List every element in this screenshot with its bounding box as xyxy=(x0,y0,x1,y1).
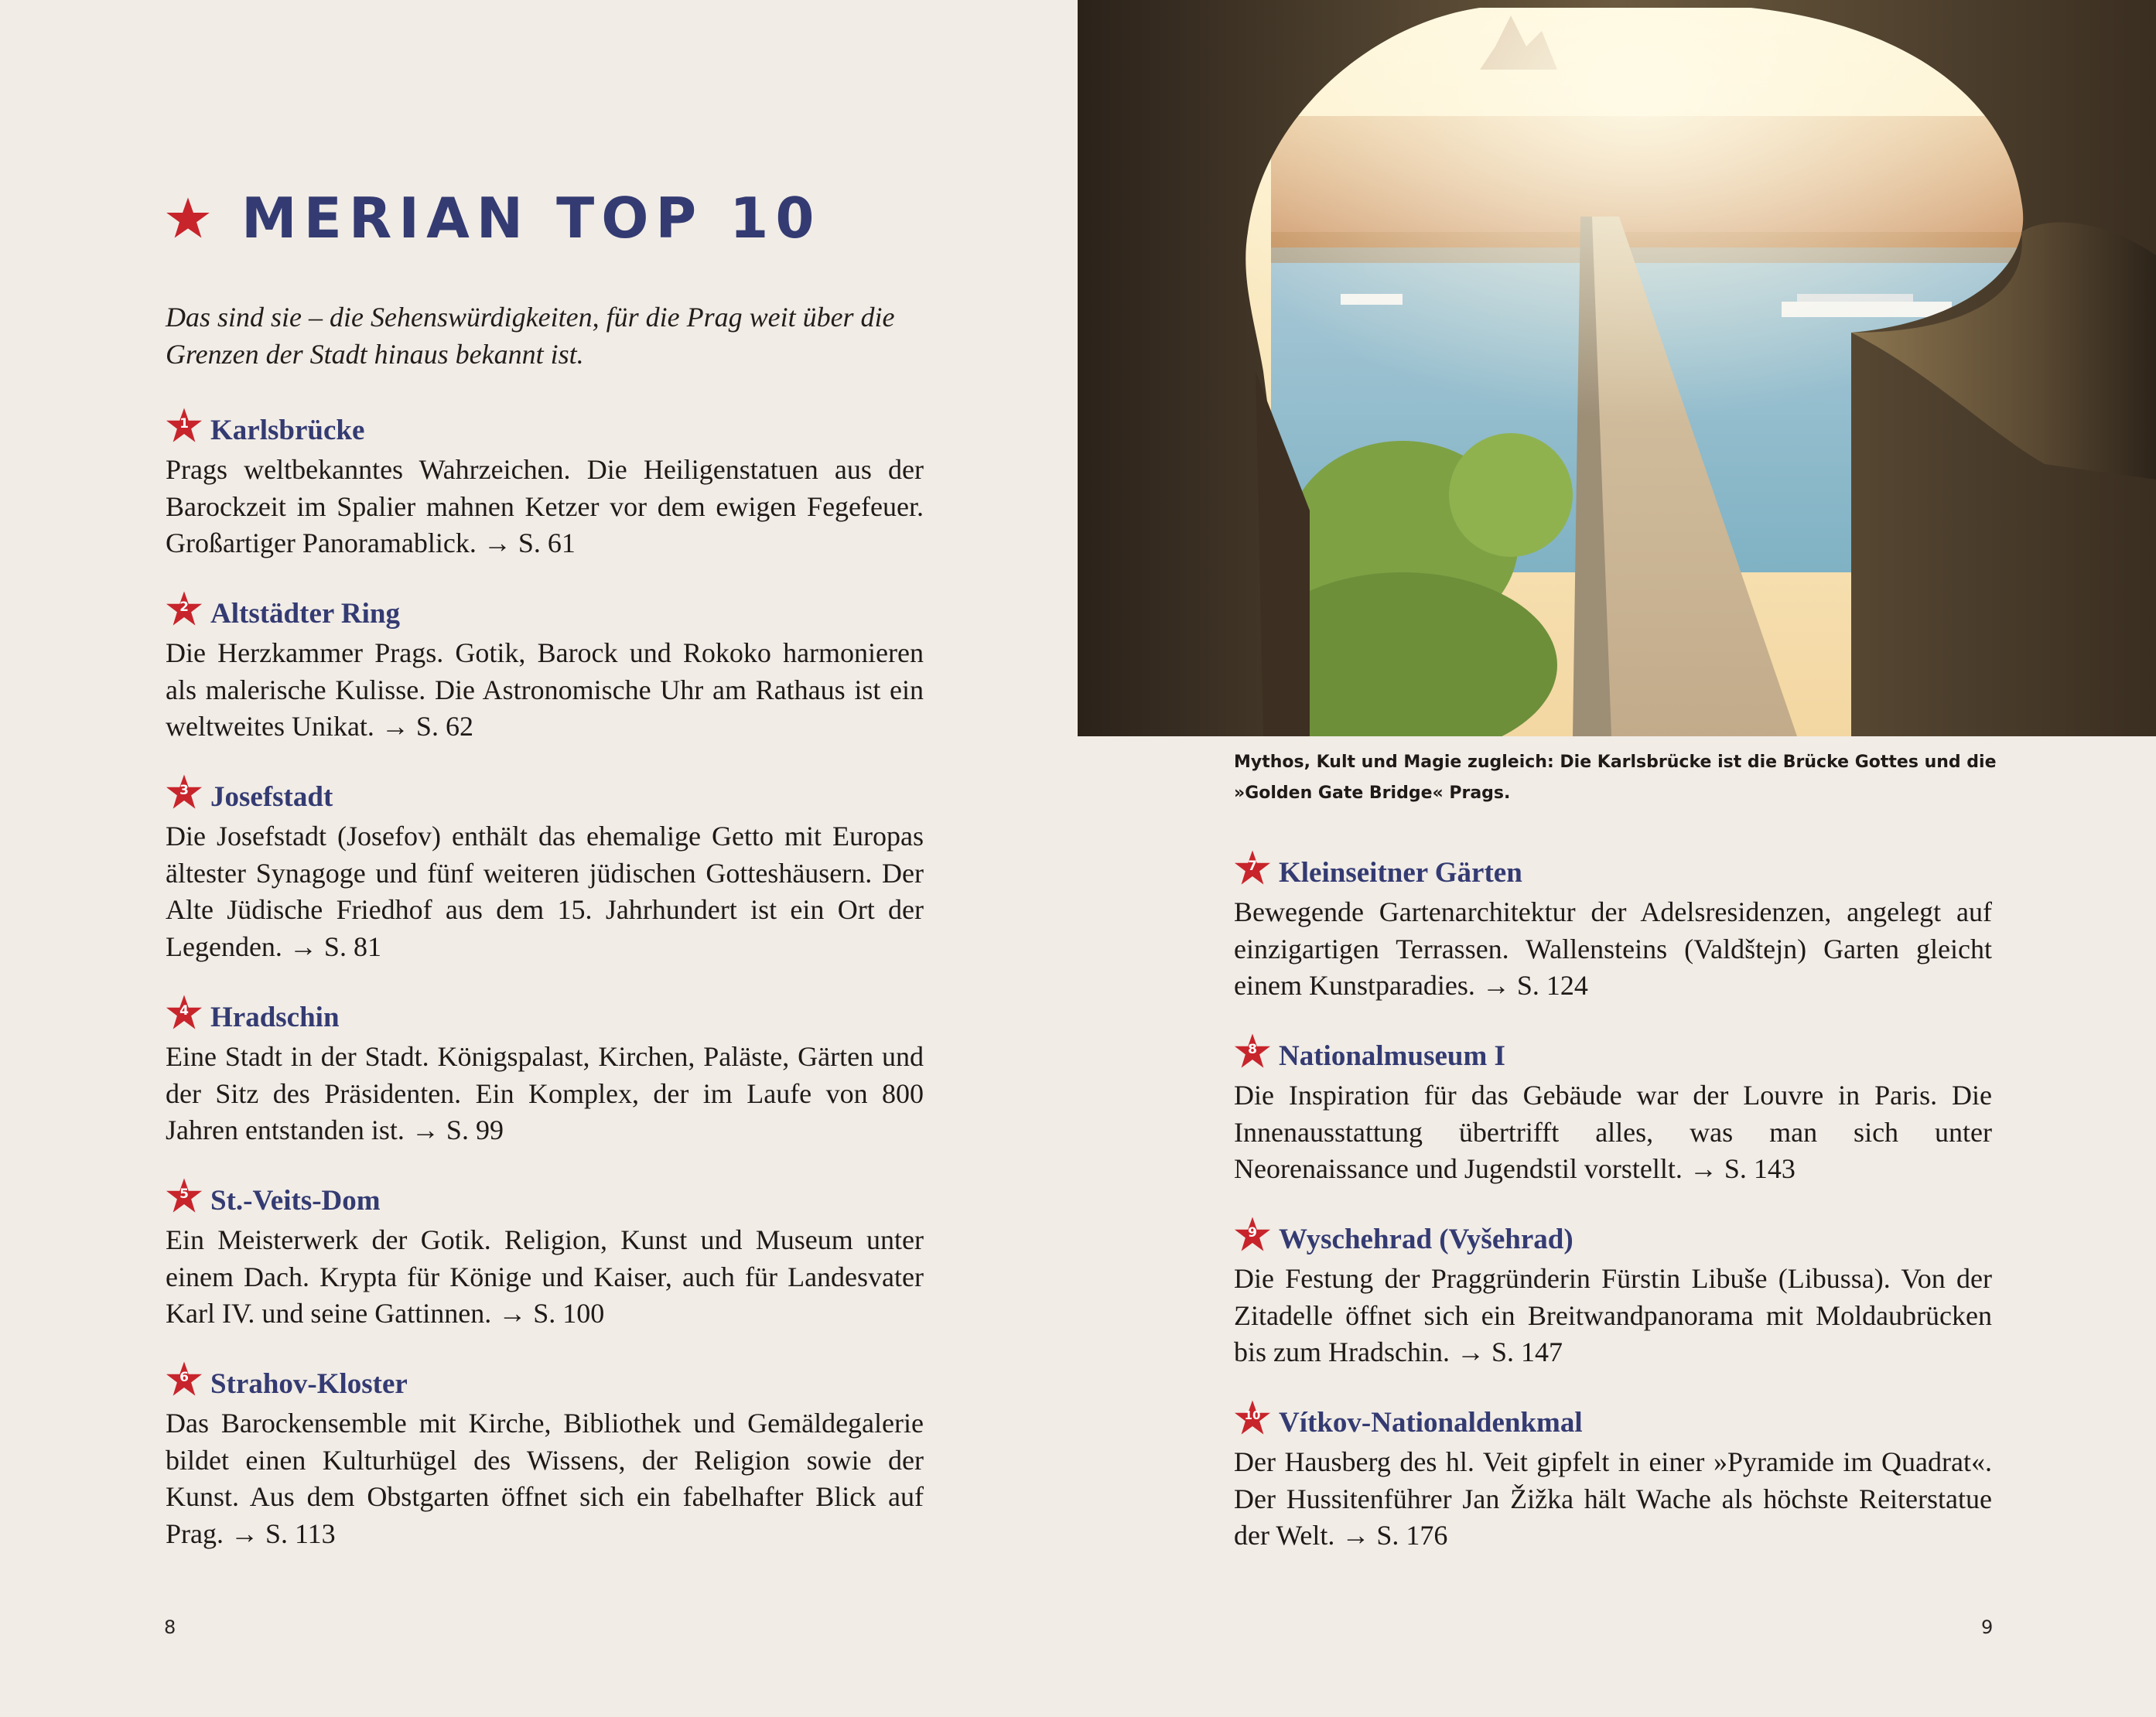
entry-number: 10 xyxy=(1244,1408,1261,1422)
top-entry-2 xyxy=(166,592,924,746)
numbered-star-icon xyxy=(166,773,203,811)
top-entry-9 xyxy=(1234,1217,1992,1371)
numbered-star-icon xyxy=(166,589,203,628)
entry-number: 2 xyxy=(179,599,189,615)
entry-title: Altstädter Ring xyxy=(210,597,400,630)
entry-number: 5 xyxy=(179,1186,189,1202)
entry-title: Kleinseitner Gärten xyxy=(1279,856,1522,889)
star-icon xyxy=(166,196,210,241)
entry-text: Die Festung der Praggründerin Fürstin Libuše (Libussa). Von der Zitadelle öffnet sich ein Breitwandpanorama mit Moldaubrücken bis zum Hradschin. → S. 147 xyxy=(1234,1263,1992,1367)
top-entry-3 xyxy=(166,775,924,965)
entry-number: 3 xyxy=(179,783,189,798)
numbered-star-icon xyxy=(166,406,203,445)
entry-number: 8 xyxy=(1248,1042,1257,1057)
numbered-star-icon xyxy=(1234,848,1271,887)
entry-text: Prags weltbekanntes Wahrzeichen. Die Heiligenstatuen aus der Barockzeit im Spalier mahnen Ketzer vor dem ewigen Fegefeuer. Großartiger Panoramablick. → S. 61 xyxy=(166,454,924,558)
top-entry-8 xyxy=(1234,1034,1992,1188)
numbered-star-icon xyxy=(1234,1032,1271,1070)
entry-text: Die Inspiration für das Gebäude war der Louvre in Paris. Die Innenausstattung übertrifft alles, was man sich unter Neorenaissance und Jugendstil vorstellt. → S. 143 xyxy=(1234,1080,1992,1184)
karlsbruecke-photo xyxy=(1078,0,2156,736)
intro-text: Das sind sie – die Sehenswürdigkeiten, für die Prag weit über die Grenzen der Stadt hinaus bekannt ist. xyxy=(166,302,895,370)
numbered-star-icon xyxy=(166,1176,203,1215)
entry-text: Die Herzkammer Prags. Gotik, Barock und Rokoko harmonieren als malerische Kulisse. Die Astronomische Uhr am Rathaus ist ein weltweites Unikat. → S. 62 xyxy=(166,637,924,742)
entry-title: Karlsbrücke xyxy=(210,414,365,446)
entry-number: 6 xyxy=(179,1370,189,1385)
entry-number: 9 xyxy=(1248,1225,1257,1241)
entry-title: Josefstadt xyxy=(210,780,333,813)
page-number-left: 8 xyxy=(164,1616,176,1638)
entry-title: Wyschehrad (Vyšehrad) xyxy=(1279,1223,1573,1255)
section-title xyxy=(166,186,821,251)
entry-title: Strahov-Kloster xyxy=(210,1367,408,1400)
entry-text: Das Barockensemble mit Kirche, Bibliothek und Gemäldegalerie bildet einen Kulturhügel des Wissens, der Religion sowie der Kunst. Aus dem Obstgarten öffnet sich ein fabelhafter Blick auf Prag. → S. 113 xyxy=(166,1408,924,1549)
photo-caption: Mythos, Kult und Magie zugleich: Die Karlsbrücke ist die Brücke Gottes und die »Golden Gate Bridge« Prags. xyxy=(1234,753,1997,803)
numbered-star-icon xyxy=(166,1360,203,1398)
top-entry-10 xyxy=(1234,1401,1992,1555)
entry-text: Eine Stadt in der Stadt. Königspalast, Kirchen, Paläste, Gärten und der Sitz des Präsidenten. Ein Komplex, der im Laufe von 800 Jahren entstanden ist. → S. 99 xyxy=(166,1041,924,1145)
numbered-star-icon xyxy=(1234,1398,1271,1437)
entry-text: Die Josefstadt (Josefov) enthält das ehemalige Getto mit Europas ältester Synagoge und fünf weiteren jüdischen Gotteshäusern. Der Alte Jüdische Friedhof aus dem 15. Jahrhundert ist ein Ort der Legenden. → S. 81 xyxy=(166,821,924,962)
top-entry-5 xyxy=(166,1179,924,1333)
entry-title: Hradschin xyxy=(210,1001,340,1033)
entry-text: Der Hausberg des hl. Veit gipfelt in einer »Pyramide im Quadrat«. Der Hussitenführer Jan Žižka hält Wache als höchste Reiterstatue der Welt. → S. 176 xyxy=(1234,1446,1992,1551)
entry-number: 1 xyxy=(179,416,189,432)
entry-number: 7 xyxy=(1248,858,1257,874)
entry-text: Ein Meisterwerk der Gotik. Religion, Kunst und Museum unter einem Dach. Krypta für Könige und Kaiser, auch für Landesvater Karl IV. und seine Gattinnen. → S. 100 xyxy=(166,1224,924,1329)
top-entry-7 xyxy=(1234,851,1992,1005)
page-number-right: 9 xyxy=(1981,1616,1994,1638)
top-entry-4 xyxy=(166,995,924,1149)
entry-title: Nationalmuseum I xyxy=(1279,1039,1505,1072)
numbered-star-icon xyxy=(166,993,203,1032)
right-page xyxy=(1078,0,2156,1717)
title-text: MERIAN TOP 10 xyxy=(241,186,822,251)
top-entry-1 xyxy=(166,408,924,562)
top-entry-6 xyxy=(166,1362,924,1552)
entry-text: Bewegende Gartenarchitektur der Adelsresidenzen, angelegt auf einzigartigen Terrassen. Wallensteins (Valdštejn) Garten gleicht einem Kunstparadies. → S. 124 xyxy=(1234,896,1992,1001)
entry-title: St.-Veits-Dom xyxy=(210,1184,381,1217)
entry-number: 4 xyxy=(179,1003,189,1019)
entry-title: Vítkov-Nationaldenkmal xyxy=(1279,1406,1583,1439)
numbered-star-icon xyxy=(1234,1215,1271,1254)
